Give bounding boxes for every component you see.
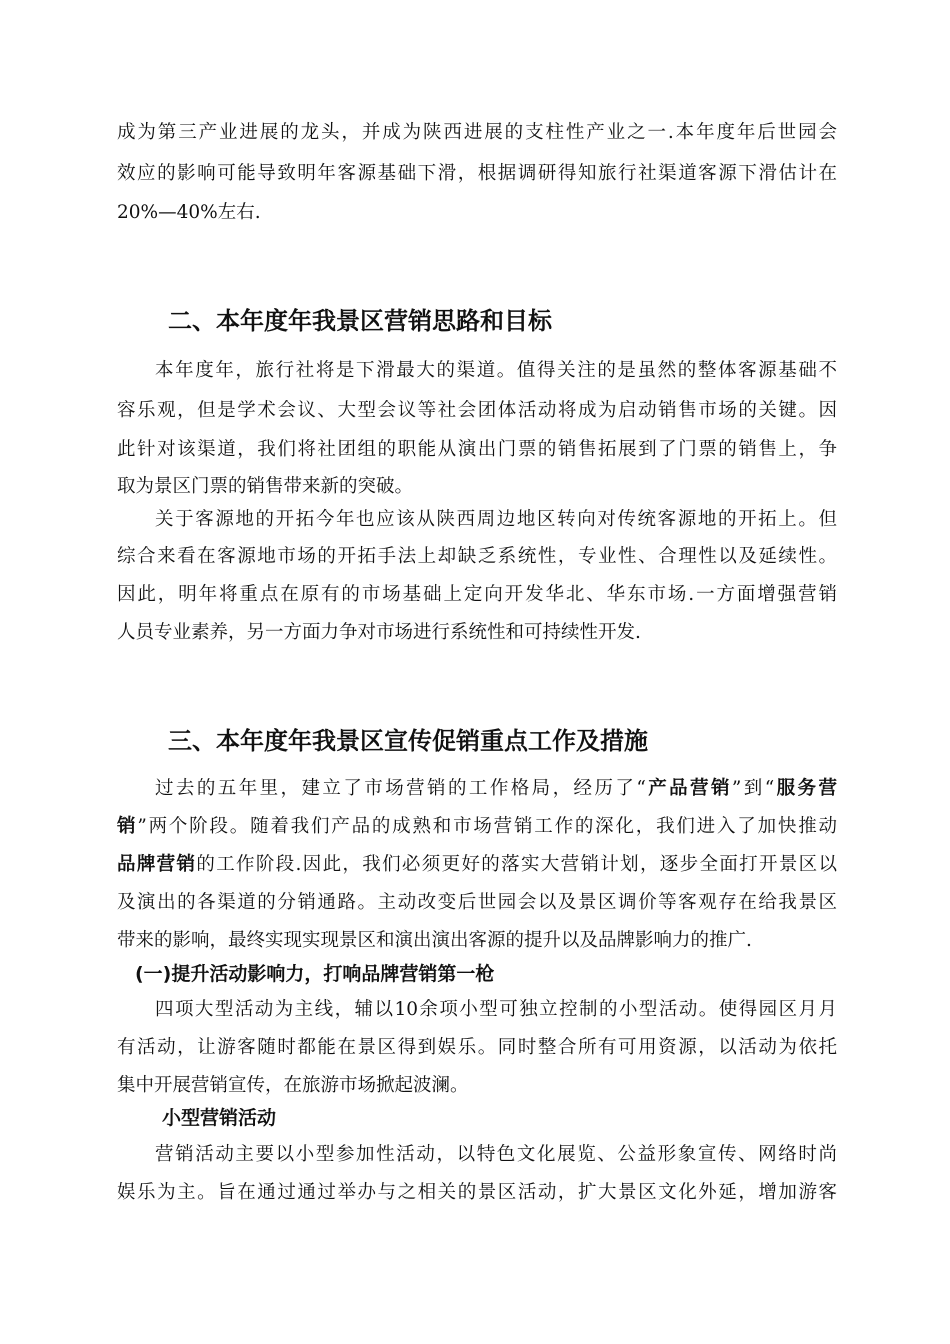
section-2-para-2-line-2: 综合来看在客源地市场的开拓手法上却缺乏系统性，专业性、合理性以及延续性。	[117, 546, 837, 567]
subsection-1-heading: (一)提升活动影响力，打响品牌营销第一枪	[135, 963, 495, 985]
section-2-para-1-line-1: 本年度年，旅行社将是下滑最大的渠道。值得关注的是虽然的整体客源基础不	[155, 360, 837, 381]
subsection-1-line-3: 集中开展营销宣传，在旅游市场掀起波澜。	[117, 1075, 469, 1096]
subsection-2-heading: 小型营销活动	[162, 1107, 277, 1129]
subsection-1-line-1: 四项大型活动为主线，辅以10余项小型可独立控制的小型活动。使得园区月月	[155, 999, 837, 1020]
section-2-heading: 二、本年度年我景区营销思路和目标	[168, 307, 552, 335]
section-3-para-1-line-5: 带来的影响，最终实现实现景区和演出演出客源的提升以及品牌影响力的推广.	[117, 930, 752, 951]
section-2-para-1-line-3: 此针对该渠道，我们将社团组的职能从演出门票的销售拓展到了门票的销售上，争	[117, 439, 837, 460]
text-run: ”到“	[731, 778, 775, 799]
text-run: 的工作阶段.因此，我们必须更好的落实大营销计划，逐步全面打开景区以	[196, 854, 837, 875]
intro-line-2: 效应的影响可能导致明年客源基础下滑，根据调研得知旅行社渠道客源下滑估计在	[117, 163, 837, 184]
intro-line-1: 成为第三产业进展的龙头，并成为陕西进展的支柱性产业之一.本年度年后世园会	[117, 122, 837, 143]
subsection-2-line-2: 娱乐为主。旨在通过通过举办与之相关的景区活动，扩大景区文化外延，增加游客	[117, 1182, 837, 1203]
section-3-para-1-line-2	[117, 815, 837, 839]
bold-term-brand-marketing: 品牌营销	[117, 854, 197, 875]
section-2-para-1-line-2: 容乐观，但是学术会议、大型会议等社会团体活动将成为启动销售市场的关键。因	[117, 400, 837, 421]
subsection-2-line-1: 营销活动主要以小型参加性活动，以特色文化展览、公益形象宣传、网络时尚	[155, 1144, 837, 1165]
section-2-para-2-line-1: 关于客源地的开拓今年也应该从陕西周边地区转向对传统客源地的开拓上。但	[155, 509, 837, 530]
bold-term-service-marketing-part-2: 销	[117, 816, 138, 837]
section-2-para-1-line-4: 取为景区门票的销售带来新的突破。	[117, 476, 414, 497]
section-3-para-1-line-4: 及演出的各渠道的分销通路。主动改变后世园会以及景区调价等客观存在给我景区	[117, 892, 837, 913]
section-2-para-2-line-3: 因此，明年将重点在原有的市场基础上定向开发华北、华东市场.一方面增强营销	[117, 584, 837, 605]
section-3-para-1-line-1	[155, 777, 837, 801]
section-3-para-1-line-3	[117, 853, 837, 877]
bold-term-product-marketing: 产品营销	[645, 778, 732, 799]
section-3-heading: 三、本年度年我景区宣传促销重点工作及措施	[168, 727, 648, 755]
subsection-1-line-2: 有活动，让游客随时都能在景区得到娱乐。同时整合所有可用资源，以活动为依托	[117, 1037, 837, 1058]
text-run: 过去的五年里，建立了市场营销的工作格局，经历了“	[155, 778, 646, 799]
section-2-para-2-line-4: 人员专业素养，另一方面力争对市场进行系统性和可持续性开发.	[117, 622, 641, 643]
intro-line-3: 20%—40%左右.	[117, 202, 261, 223]
text-run: ”两个阶段。随着我们产品的成熟和市场营销工作的深化，我们进入了加快推动	[137, 816, 837, 837]
bold-term-service-marketing-part-1: 服务营	[774, 778, 837, 799]
